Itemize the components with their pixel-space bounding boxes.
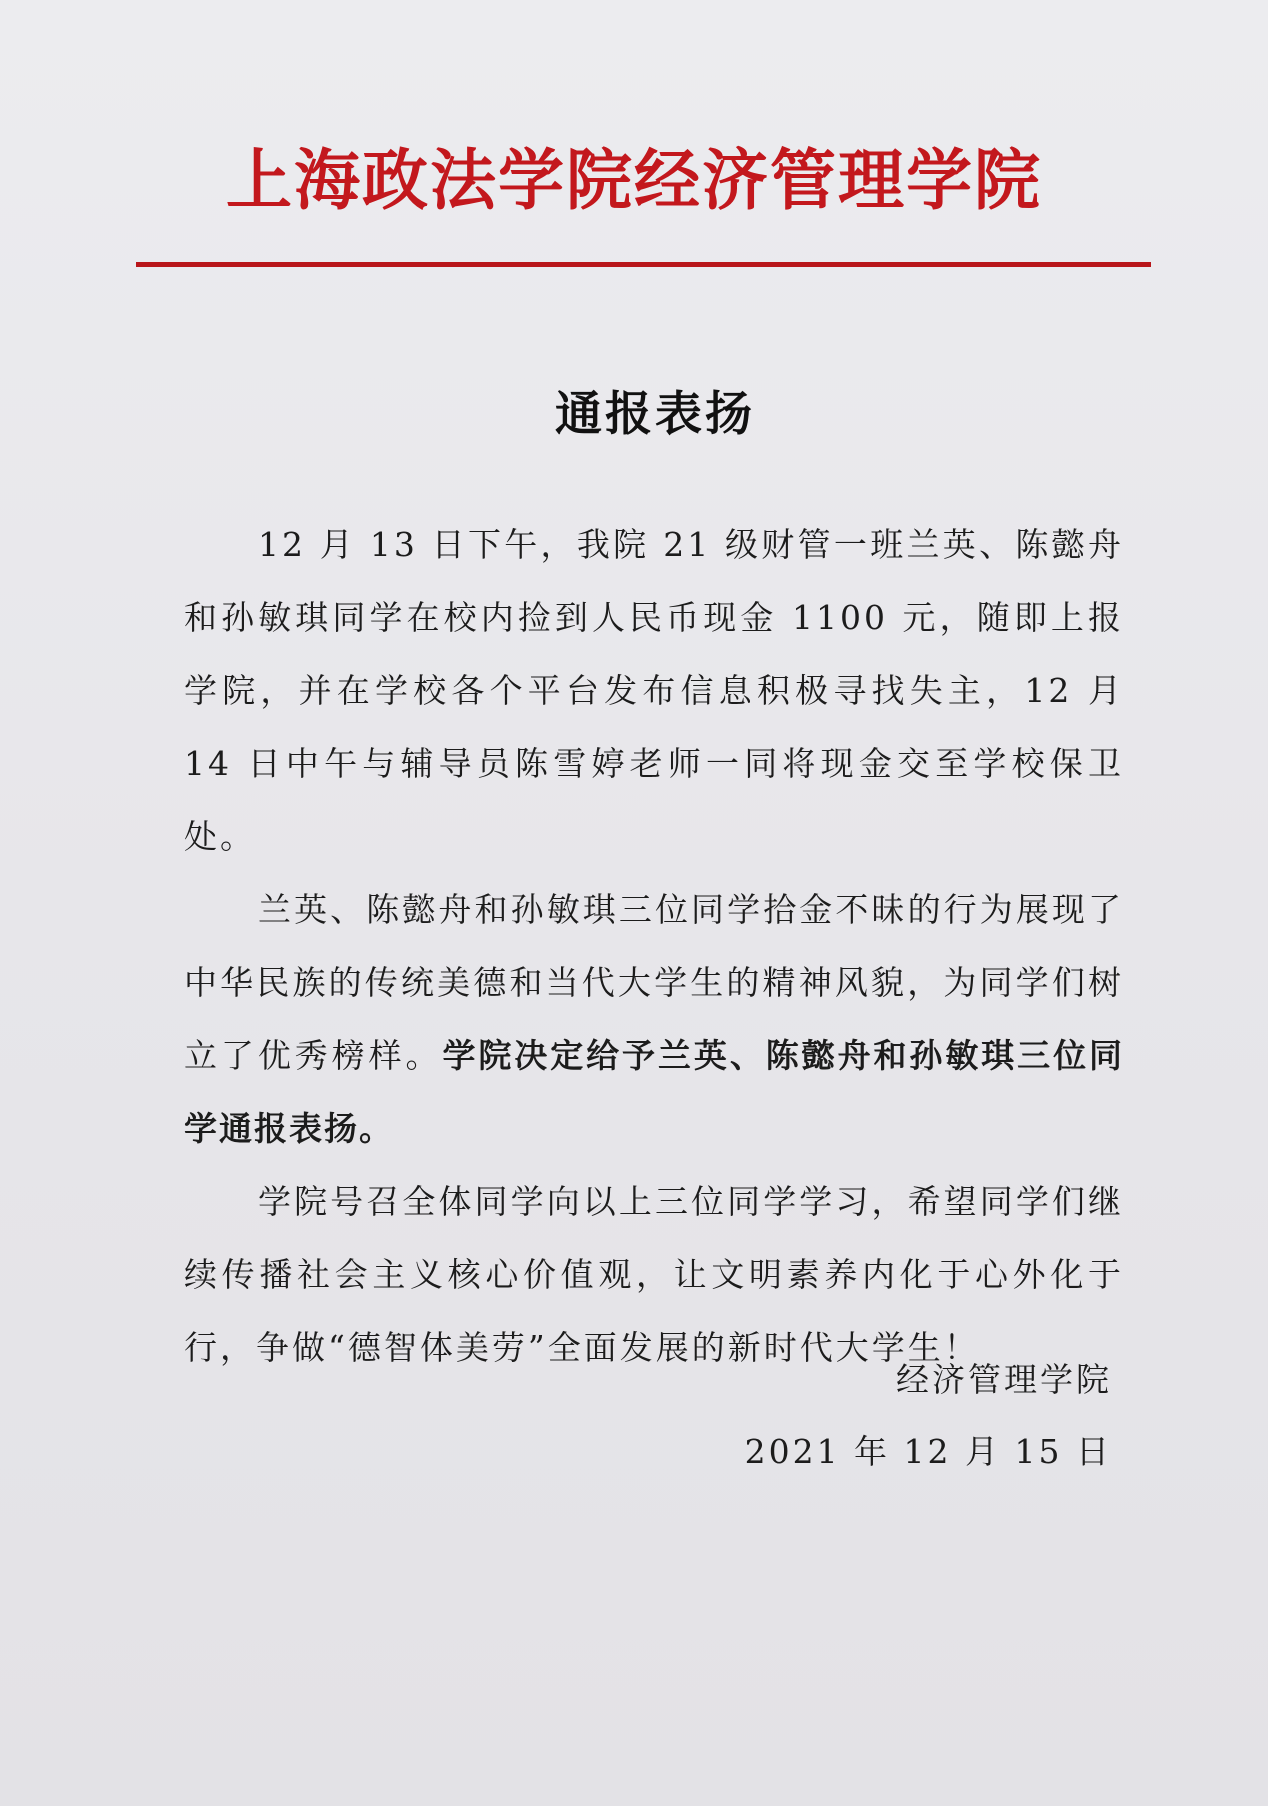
document-body bbox=[184, 508, 1124, 1384]
paragraph-1-text: 12 月 13 日下午，我院 21 级财管一班兰英、陈懿舟和孙敏琪同学在校内捡到人民币现金 1100 元，随即上报学院，并在学校各个平台发布信息积极寻找失主，12 月 14 日中午与辅导员陈雪婷老师一同将现金交至学校保卫处。 bbox=[184, 525, 1124, 856]
signature-block bbox=[745, 1344, 1112, 1488]
document-title: 通报表扬 bbox=[555, 387, 755, 442]
letterhead-org-name: 上海政法学院经济管理学院 bbox=[226, 141, 1042, 219]
paragraph-3-text: 学院号召全体同学向以上三位同学学习，希望同学们继续传播社会主义核心价值观，让文明素养内化于心外化于行，争做“德智体美劳”全面发展的新时代大学生！ bbox=[184, 1182, 1124, 1367]
paragraph-2 bbox=[184, 873, 1124, 1165]
signature-date: 2021 年 12 月 15 日 bbox=[744, 1432, 1112, 1471]
paragraph-2-bold-decision: 学院决定给予兰英、陈懿舟和孙敏琪三位同学通报表扬。 bbox=[184, 1036, 1125, 1148]
letterhead-red-divider bbox=[136, 262, 1151, 267]
signature-issuer: 经济管理学院 bbox=[896, 1360, 1112, 1399]
paragraph-2-text: 兰英、陈懿舟和孙敏琪三位同学拾金不昧的行为展现了中华民族的传统美德和当代大学生的精神风貌，为同学们树立了优秀榜样。 bbox=[184, 890, 1124, 1075]
paragraph-1 bbox=[184, 508, 1124, 873]
